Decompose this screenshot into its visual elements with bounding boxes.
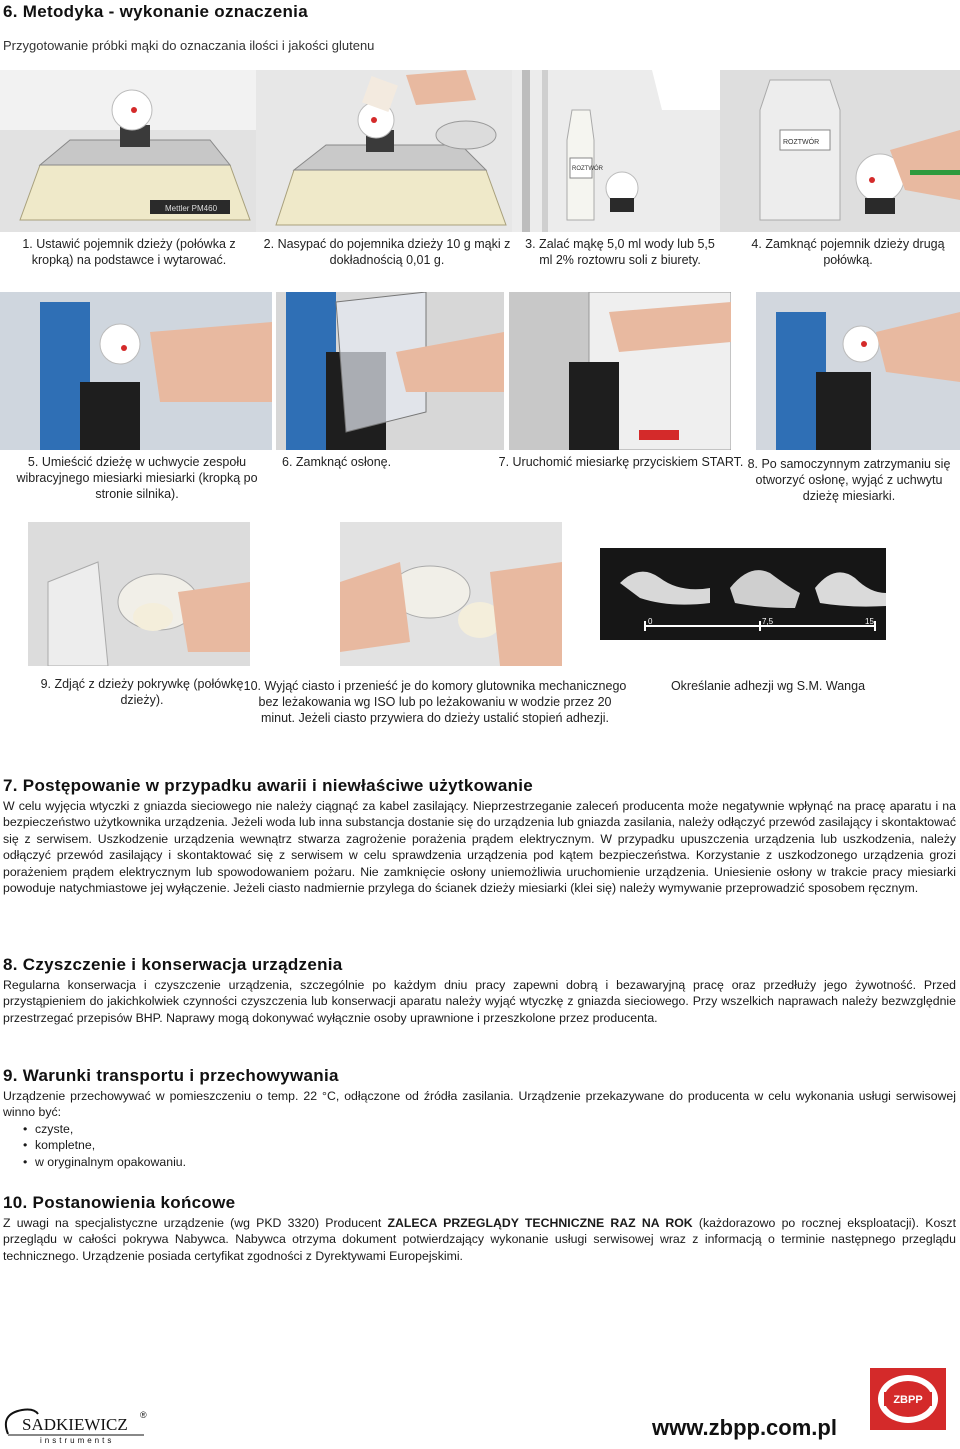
photo-step-4: [720, 70, 960, 232]
photo-step-10: [340, 522, 562, 666]
caption-step-6: 6. Zamknąć osłonę.: [282, 455, 392, 469]
sadkiewicz-logo: [4, 1404, 154, 1444]
caption-step-10: 10. Wyjąć ciasto i przenieść je do komory glutownika mechanicznego bez leżakowania wg ISO lub po leżakowaniu w wodzie przez 20 minut. Jeżeli ciasto przywiera do dzieży ustalić stopień adhezji.: [243, 679, 627, 725]
section-10-text: [3, 1215, 956, 1264]
photo-step-5: [0, 292, 272, 450]
section-7-title: 7. Postępowanie w przypadku awarii i niewłaściwe użytkowanie: [3, 776, 534, 795]
registered-mark: ®: [140, 1410, 147, 1420]
caption-step-1: 1. Ustawić pojemnik dzieży (połówka z kropką) na podstawce i wytarować.: [22, 237, 236, 267]
section-10-body: [3, 1215, 956, 1264]
section-10-text-pre: Z uwagi na specjalistyczne urządzenie (wg PKD 3320) Producent: [3, 1216, 388, 1230]
caption-step-2: 2. Nasypać do pojemnika dzieży 10 g mąki z dokładnością 0,01 g.: [263, 237, 511, 267]
section-8-text: Regularna konserwacja i czyszczenie urządzenia, szczególnie po każdym dniu pracy zapewni dobrą i bezawaryjną pracę oraz przedłuży jego żywotność. Przed przystąpieniem do jakichkolwiek czynności czyszczenia lub konserwacji aparatu należy wyjąć wtyczkę z gniazda sieciowego. Przy wszelkich naprawach należy bezwzględnie przestrzegać przepisów BHP. Naprawy mogą dokonywać wyłącznie osoby uprawnione i przeszkolone przez producenta.: [3, 978, 956, 1025]
caption-step-3: 3. Zalać mąkę 5,0 ml wody lub 5,5 ml 2% roztowru soli z biurety.: [525, 237, 715, 267]
section-6-subtitle: Przygotowanie próbki mąki do oznaczania ilości i jakości glutenu: [3, 38, 375, 53]
scale-label-max: 15: [865, 617, 874, 626]
caption-step-8: 8. Po samoczynnym zatrzymaniu się otworzyć osłonę, wyjąć z uchwytu dzieżę miesiarki.: [747, 457, 951, 503]
section-8-title: 8. Czyszczenie i konserwacja urządzenia: [3, 955, 343, 974]
balance-brand-label: Mettler PM460: [165, 204, 218, 213]
photo-step-9: [28, 522, 250, 666]
section-9-text: Urządzenie przechowywać w pomieszczeniu o temp. 22 °C, odłączone od źródła zasilania. Urządzenie przekazywane do producenta w celu wykonania usługi serwisowej winno być:: [3, 1089, 956, 1120]
scale-label-mid: 7,5: [762, 617, 774, 626]
zbpp-badge: [870, 1368, 946, 1430]
logo-text: SADKIEWICZ: [22, 1415, 128, 1434]
caption-step-9: 9. Zdjąć z dzieży pokrywkę (połówkę dzieży).: [40, 677, 244, 707]
section-7-text: W celu wyjęcia wtyczki z gniazda sieciowego nie należy ciągnąć za kabel zasilający. Nieprzestrzeganie zaleceń producenta może negatywnie wpłynąć na pracę aparatu i na bezpieczeństwo użytkownika urządzenia. Jeżeli woda lub inna substancja dostanie się do urządzenia lub gniazda zasilania, należy odłączyć przewód zasilający i skontaktować się z serwisem. Uszkodzenie urządzenia wewnątrz stwarza zagrożenie porażenia prądem elektrycznym. W przypadku upuszczenia urządzenia lub uszkodzenia, należy odłączyć przewód zasilający i skontaktować się z serwisem w celu sprawdzenia urządzenia pod kątem bezpieczeństwa. Korzystanie z uszkodzonego urządzenia grozi porażeniem prądem elektrycznym lub spowodowaniem pożaru. Nie zamknięcie osłony uniemożliwia uruchomienie urządzenia. Uniesienie osłony w trakcie pracy miesiarki powoduje natychmiastowe jej wyłączenie. Jeżeli ciasto nadmiernie przylega do ścianek dzieży miesiarki (klei się) należy wymywanie przeprowadzić sposobem ręcznym.: [3, 799, 956, 896]
list-item: • kompletne,: [35, 1137, 956, 1153]
photo-step-6: [276, 292, 504, 450]
caption-step-5: 5. Umieścić dzieżę w uchwycie zespołu wibracyjnego miesiarki miesiarki (kropką po stronie silnika).: [16, 455, 258, 501]
photo-step-3: [512, 70, 720, 232]
caption-step-4: 4. Zamknąć pojemnik dzieży drugą połówką.: [751, 237, 945, 267]
section-6-title: 6. Metodyka - wykonanie oznaczenia: [3, 2, 308, 21]
list-item: • czyste,: [35, 1121, 956, 1137]
section-7-body: [3, 798, 956, 896]
logo-subtext: instruments: [40, 1436, 115, 1444]
photo-step-1: [0, 70, 256, 232]
section-10-text-post: (każdorazowo po rocznej eksploatacji). Koszt przeglądu w całości pokrywa Nabywca. Nabywca otrzyma dokument potwierdzający wykonanie usługi serwisowej wraz z informacją o terminie następnego przeglądu technicznego. Urządzenie posiada certyfikat zgodności z Dyrektywami Europejskimi.: [3, 1216, 957, 1263]
photo-step-7: [509, 292, 731, 450]
section-9-bullet-list: [3, 1121, 956, 1170]
photo-adhesion-scale: [600, 548, 886, 640]
section-10-text-bold: ZALECA PRZEGLĄDY TECHNICZNE RAZ NA ROK: [387, 1216, 693, 1230]
section-9-body: [3, 1088, 956, 1170]
scale-label-0: 0: [648, 617, 653, 626]
badge-text: ZBPP: [893, 1394, 923, 1406]
caption-step-7: 7. Uruchomić miesiarkę przyciskiem START.: [498, 455, 744, 469]
photo-step-2: [256, 70, 512, 232]
list-item: • w oryginalnym opakowaniu.: [35, 1154, 956, 1170]
section-10-title: 10. Postanowienia końcowe: [3, 1193, 236, 1212]
photo-step-8: [756, 292, 960, 450]
website-link[interactable]: www.zbpp.com.pl: [652, 1415, 837, 1440]
section-8-body: [3, 977, 956, 1026]
bottle-label-3: ROZTWÓR: [572, 166, 603, 172]
caption-adhesion: Określanie adhezji wg S.M. Wanga: [670, 679, 866, 693]
section-9-title: 9. Warunki transportu i przechowywania: [3, 1066, 339, 1085]
bottle-label-4: ROZTWÓR: [783, 139, 820, 146]
